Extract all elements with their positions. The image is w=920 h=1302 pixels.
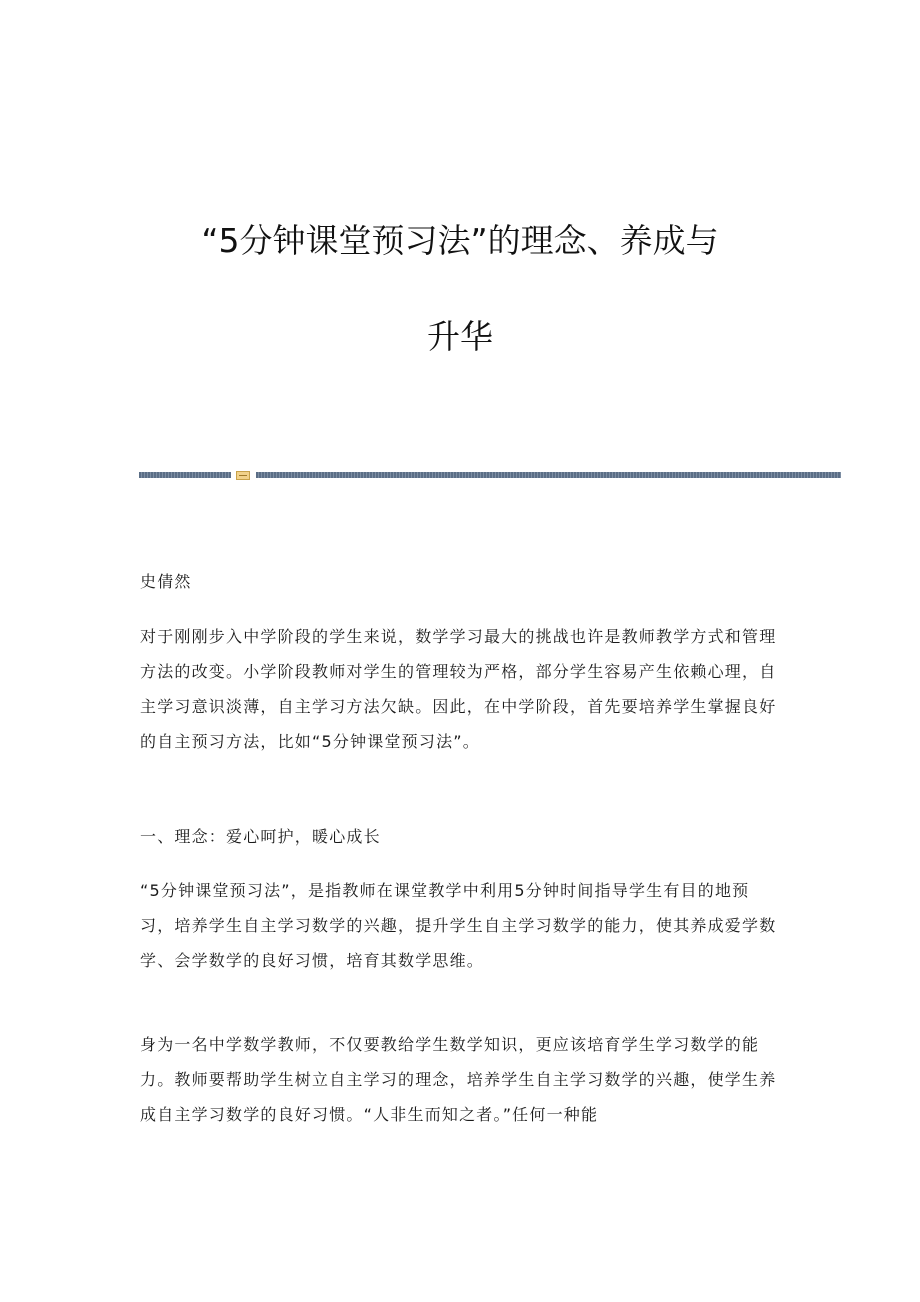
- divider-ornament-icon: [236, 471, 250, 480]
- title-divider: [139, 471, 841, 480]
- divider-bar-right: [256, 472, 841, 478]
- document-title-line-2: 升华: [427, 317, 493, 356]
- author-name: 史倩然: [140, 572, 192, 591]
- divider-bar-left: [139, 472, 231, 478]
- body-paragraph-1: 对于刚刚步入中学阶段的学生来说，数学学习最大的挑战也许是教师教学方式和管理方法的改变。小学阶段教师对学生的管理较为严格，部分学生容易产生依赖心理，自主学习意识淡薄，自主学习方法欠缺。因此，在中学阶段，首先要培养学生掌握良好的自主预习方法，比如“5分钟课堂预习法”。: [140, 627, 777, 751]
- document-title-line-1: “5分钟课堂预习法”的理念、养成与: [201, 221, 719, 260]
- section-heading-1: 一、理念：爱心呵护，暖心成长: [140, 827, 381, 846]
- body-paragraph-3: 身为一名中学数学教师，不仅要教给学生数学知识，更应该培育学生学习数学的能力。教师要帮助学生树立自主学习的理念，培养学生自主学习数学的兴趣，使学生养成自主学习数学的良好习惯。“人非生而知之者。”任何一种能: [140, 1035, 777, 1124]
- body-paragraph-2: “5分钟课堂预习法”，是指教师在课堂教学中利用5分钟时间指导学生有目的地预习，培养学生自主学习数学的兴趣，提升学生自主学习数学的能力，使其养成爱学数学、会学数学的良好习惯，培育其数学思维。: [140, 881, 777, 970]
